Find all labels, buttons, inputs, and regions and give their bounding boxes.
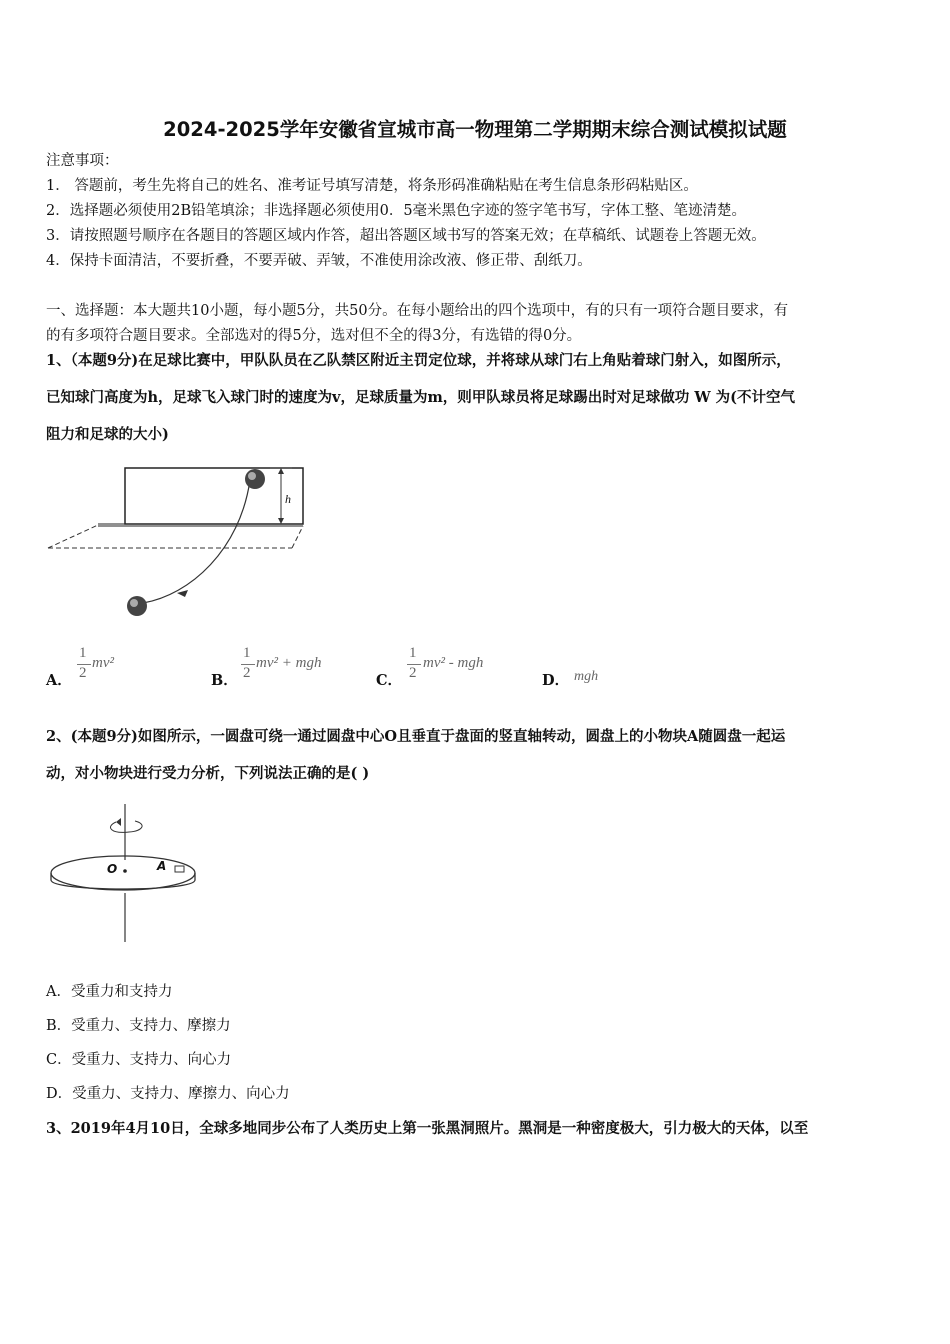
q1-stem-line1: 1、（本题9分)在足球比赛中，甲队队员在乙队禁区附近主罚定位球，并将球从球门右上角贴着球门射入，如图所示， bbox=[46, 352, 791, 369]
q2-stem-line2: 动，对小物块进行受力分析，下列说法正确的是( ) bbox=[46, 765, 370, 782]
q1-option-c-label: C． bbox=[376, 672, 403, 689]
q2-stem-line1: 2、(本题9分)如图所示，一圆盘可绕一通过圆盘中心O且垂直于盘面的竖直轴转动，圆盘上的小物块A随圆盘一起运 bbox=[46, 728, 786, 745]
q1-option-b-label: B． bbox=[211, 672, 238, 689]
q2-figure-disk bbox=[45, 800, 205, 945]
q1-stem-line2: 已知球门高度为h，足球飞入球门时的速度为v，足球质量为m，则甲队球员将足球踢出时对足球做功 W 为(不计空气 bbox=[46, 389, 796, 406]
q2-option-d: D．受重力、支持力、摩擦力、向心力 bbox=[46, 1086, 290, 1102]
fraction-denominator: 2 bbox=[243, 665, 251, 681]
q1-figure-goal bbox=[40, 460, 310, 620]
q1-option-d-label: D． bbox=[542, 672, 570, 689]
q1-option-b-expression: mv² + mgh bbox=[256, 655, 322, 671]
q1-figure-label-h: h bbox=[285, 492, 291, 506]
q1-option-a-label: A． bbox=[46, 672, 72, 689]
q2-figure-label-a: A bbox=[157, 859, 167, 873]
notice-item-2: 2．选择题必须使用2B铅笔填涂；非选择题必须使用0．5毫米黑色字迹的签字笔书写，字体工整、笔迹清楚。 bbox=[46, 203, 747, 219]
q2-figure-label-o: O bbox=[107, 862, 118, 876]
notice-item-3: 3．请按照题号顺序在各题目的答题区域内作答，超出答题区域书写的答案无效；在草稿纸、试题卷上答题无效。 bbox=[46, 228, 766, 244]
fraction-denominator: 2 bbox=[409, 665, 417, 681]
q1-option-a-expression: mv² bbox=[92, 655, 114, 671]
notice-heading: 注意事项： bbox=[46, 153, 119, 169]
section1-intro-line2: 的有多项符合题目要求。全部选对的得5分，选对但不全的得3分，有选错的得0分。 bbox=[46, 328, 582, 344]
q1-stem-line3: 阻力和足球的大小) bbox=[46, 426, 169, 443]
q2-option-b: B．受重力、支持力、摩擦力 bbox=[46, 1018, 231, 1034]
notice-item-1: 1． 答题前，考生先将自己的姓名、准考证号填写清楚，将条形码准确粘贴在考生信息条形码粘贴区。 bbox=[46, 178, 698, 194]
fraction-denominator: 2 bbox=[79, 665, 87, 681]
q2-option-c: C．受重力、支持力、向心力 bbox=[46, 1052, 232, 1068]
q1-option-c-expression: mv² - mgh bbox=[423, 655, 484, 671]
fraction-numerator: 1 bbox=[79, 645, 87, 661]
fraction-numerator: 1 bbox=[243, 645, 251, 661]
section1-intro-line1: 一、选择题：本大题共10小题，每小题5分，共50分。在每小题给出的四个选项中，有的只有一项符合题目要求，有 bbox=[46, 303, 789, 319]
q3-stem-line1: 3、2019年4月10日，全球多地同步公布了人类历史上第一张黑洞照片。黑洞是一种密度极大，引力极大的天体，以至 bbox=[46, 1120, 809, 1137]
page-title: 2024-2025学年安徽省宣城市高一物理第二学期期末综合测试模拟试题 bbox=[163, 118, 787, 141]
q1-option-d-expression: mgh bbox=[574, 669, 599, 684]
fraction-numerator: 1 bbox=[409, 645, 417, 661]
q2-option-a: A．受重力和支持力 bbox=[46, 984, 173, 1000]
notice-item-4: 4．保持卡面清洁，不要折叠，不要弄破、弄皱，不准使用涂改液、修正带、刮纸刀。 bbox=[46, 253, 592, 269]
